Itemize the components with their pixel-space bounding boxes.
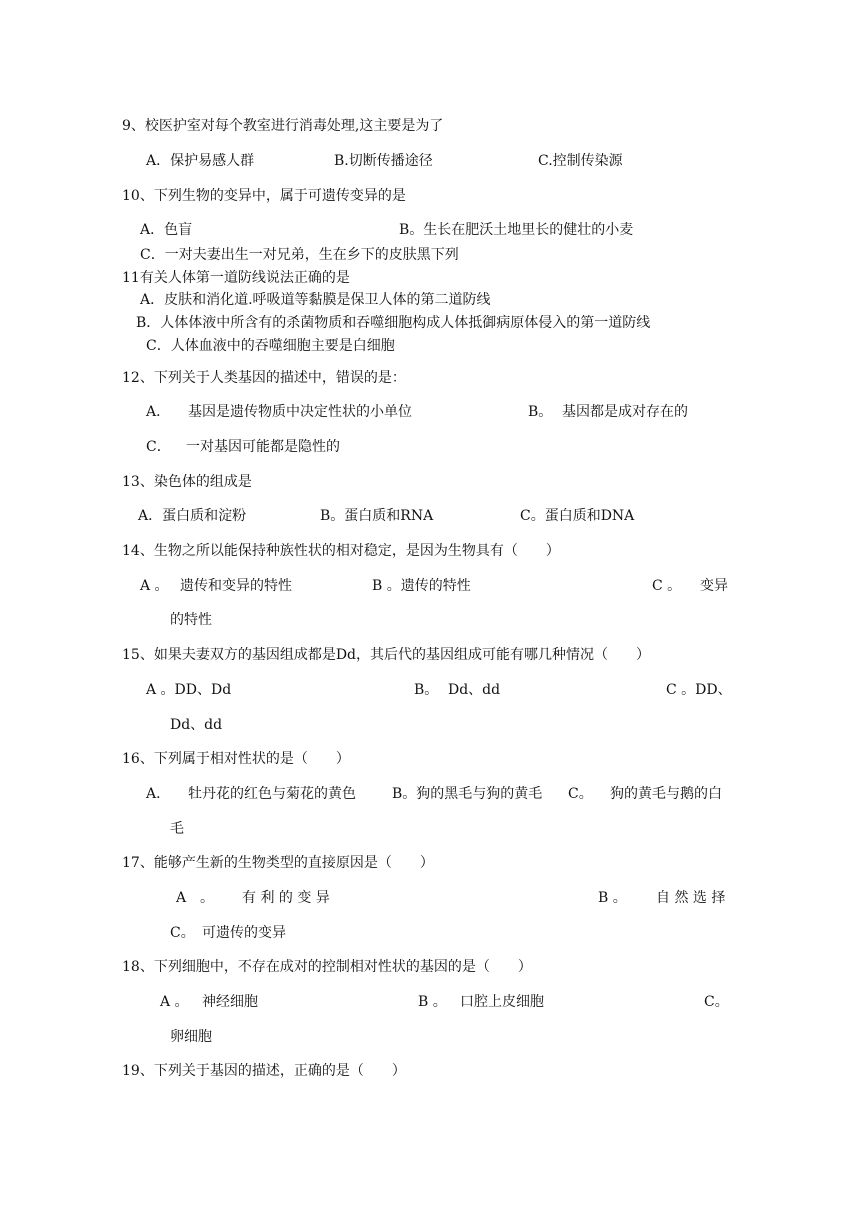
q18-stem: 18、下列细胞中，不存在成对的控制相对性状的基因的是（ ） xyxy=(122,959,532,975)
q15-option-b-text: Dd、dd xyxy=(448,682,501,698)
q10-option-b: B。生长在肥沃土地里长的健壮的小麦 xyxy=(399,222,634,238)
q18-option-b-letter: B 。 xyxy=(418,994,447,1010)
q12-stem: 12、下列关于人类基因的描述中，错误的是： xyxy=(122,370,406,386)
q14-stem: 14、生物之所以能保持种族性状的相对稳定，是因为生物具有（ ） xyxy=(122,543,560,559)
q14-option-b: B 。遗传的特性 xyxy=(372,578,471,594)
q16-stem: 16、下列属于相对性状的是（ ） xyxy=(122,751,350,767)
q14-option-c-continued: 的特性 xyxy=(170,612,212,628)
q16-option-c-text: 狗的黄毛与鹅的白 xyxy=(610,786,722,802)
q11-option-a: A．皮肤和消化道.呼吸道等黏膜是保卫人体的第二道防线 xyxy=(140,292,491,308)
q14-option-a-text: 遗传和变异的特性 xyxy=(180,578,292,594)
q15-option-a: A 。DD、Dd xyxy=(146,682,232,698)
q15-stem: 15、如果夫妻双方的基因组成都是Dd，其后代的基因组成可能有哪几种情况（ ） xyxy=(122,647,650,663)
q9-option-c: C.控制传染源 xyxy=(538,153,623,169)
q17-option-a-text: 有 利 的 变 异 xyxy=(242,890,330,906)
q16-option-a-letter: A． xyxy=(146,786,171,802)
q13-stem: 13、染色体的组成是 xyxy=(122,474,252,490)
q17-option-b-letter: B 。 xyxy=(598,890,627,906)
q16-option-c-letter: C。 xyxy=(568,786,593,802)
q10-option-c: C．一对夫妻出生一对兄弟，生在乡下的皮肤黑下列 xyxy=(140,247,459,263)
q18-option-a-text: 神经细胞 xyxy=(202,994,258,1010)
q14-option-c-text: 变异 xyxy=(700,578,728,594)
q13-option-b: B。蛋白质和RNA xyxy=(320,508,434,524)
q17-option-a-letter: A xyxy=(176,890,187,906)
q9-option-a: A．保护易感人群 xyxy=(146,153,255,169)
q17-option-c-letter: C。 xyxy=(170,925,195,941)
q12-option-a-text: 基因是遗传物质中决定性状的小单位 xyxy=(188,404,412,420)
q17-option-a-mark: 。 xyxy=(200,890,214,906)
q18-option-b-text: 口腔上皮细胞 xyxy=(460,994,544,1010)
q14-option-a-letter: A 。 xyxy=(140,578,169,594)
q11-option-c: C．人体血液中的吞噬细胞主要是白细胞 xyxy=(146,338,395,354)
q11-option-b: B．人体体液中所含有的杀菌物质和吞噬细胞构成人体抵御病原体侵入的第一道防线 xyxy=(136,315,651,331)
q18-option-c-letter: C。 xyxy=(704,994,729,1010)
q10-stem: 10、下列生物的变异中，属于可遗传变异的是 xyxy=(122,188,406,204)
q16-option-b: B。狗的黑毛与狗的黄毛 xyxy=(392,786,543,802)
q18-option-c-continued: 卵细胞 xyxy=(170,1029,212,1045)
q14-option-c-letter: C 。 xyxy=(652,578,682,594)
q13-option-a: A．蛋白质和淀粉 xyxy=(138,508,247,524)
q19-stem: 19、下列关于基因的描述，正确的是（ ） xyxy=(122,1063,406,1079)
q15-option-c: C 。DD、 xyxy=(666,682,732,698)
q17-option-c-text: 可遗传的变异 xyxy=(202,925,286,941)
q10-option-a: A．色盲 xyxy=(140,222,193,238)
q16-option-a-text: 牡丹花的红色与菊花的黄色 xyxy=(188,786,356,802)
q12-option-a-letter: A． xyxy=(146,404,171,420)
q9-stem: 9、校医护室对每个教室进行消毒处理,这主要是为了 xyxy=(122,118,444,134)
q9-option-b: B.切断传播途径 xyxy=(334,153,433,169)
q16-option-c-continued: 毛 xyxy=(170,821,184,837)
q12-option-c-letter: C． xyxy=(146,439,171,455)
q12-option-b-letter: B。 xyxy=(528,404,553,420)
q13-option-c: C。蛋白质和DNA xyxy=(520,508,635,524)
q15-option-b-letter: B。 xyxy=(414,682,439,698)
q12-option-c-text: 一对基因可能都是隐性的 xyxy=(186,439,340,455)
q12-option-b-text: 基因都是成对存在的 xyxy=(562,404,688,420)
q17-option-b-text: 自 然 选 择 xyxy=(656,890,726,906)
q15-option-c-continued: Dd、dd xyxy=(170,717,223,733)
q17-stem: 17、能够产生新的生物类型的直接原因是（ ） xyxy=(122,855,434,871)
q11-stem: 11有关人体第一道防线说法正确的是 xyxy=(122,270,350,286)
q18-option-a-letter: A 。 xyxy=(160,994,189,1010)
